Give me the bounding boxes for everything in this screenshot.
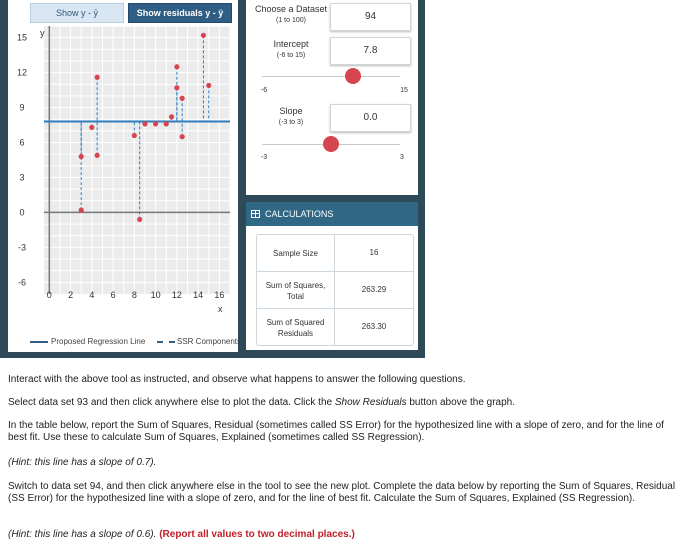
x-tick-label: 0 bbox=[46, 290, 52, 300]
y-tick-label: -6 bbox=[17, 277, 27, 288]
ss-total-label: Sum of Squares, Total bbox=[265, 281, 326, 301]
intercept-input[interactable]: 7.8 bbox=[330, 37, 411, 65]
data-point bbox=[79, 154, 84, 159]
y-axis-label: y bbox=[40, 28, 45, 38]
instruction-4: Switch to data set 94, and then click anywhere else in the tool to see the new plot. Complete the data below by reporting the Sum of Squares, Residual (SS Error) for the hypothesized line with a slope of zero, and for the line of best fit. Calculate the Sum of Squares, Explained (SS Regression). bbox=[8, 481, 676, 504]
data-point bbox=[180, 96, 185, 101]
calculations-title: CALCULATIONS bbox=[265, 209, 334, 219]
intercept-max-label: 15 bbox=[400, 87, 408, 94]
x-tick-label: 12 bbox=[171, 290, 182, 300]
data-point bbox=[153, 121, 158, 126]
instruction-3: In the table below, report the Sum of Squares, Residual (sometimes called SS Error) for the hypothesized line with a slope of zero, and for the line of best fit. Use these to calculate Sum of Squares, Explained (sometimes called SS Regression). bbox=[8, 420, 664, 443]
data-point bbox=[79, 208, 84, 213]
intercept-min-label: -6 bbox=[260, 87, 268, 94]
y-tick-label: 9 bbox=[19, 102, 25, 113]
data-point bbox=[137, 217, 142, 222]
instruction-1: Interact with the above tool as instructed, and observe what happens to answer the following questions. bbox=[8, 374, 466, 385]
y-tick-label: 3 bbox=[19, 172, 25, 183]
hint-1: (Hint: this line has a slope of 0.7). bbox=[8, 457, 157, 468]
data-point bbox=[201, 33, 206, 38]
y-tick-label: 6 bbox=[19, 137, 25, 148]
instruction-2: Select data set 93 and then click anywhere else to plot the data. Click the Show Residuals button above the graph. bbox=[8, 397, 516, 408]
x-tick-label: 8 bbox=[131, 290, 137, 300]
dataset-label: Choose a Dataset (1 to 100) bbox=[254, 4, 328, 24]
calculations-table bbox=[256, 234, 414, 346]
legend-dash-swatch bbox=[157, 341, 175, 343]
data-point bbox=[164, 121, 169, 126]
chart-legend bbox=[16, 332, 246, 352]
intercept-label: Intercept (-6 to 15) bbox=[273, 39, 309, 59]
legend-line-swatch bbox=[30, 341, 48, 343]
slope-min-label: -3 bbox=[260, 154, 268, 161]
intercept-slider-track[interactable] bbox=[262, 76, 400, 77]
legend-ssr-label: SSR Components bbox=[177, 337, 242, 346]
slope-slider-thumb[interactable] bbox=[323, 136, 339, 152]
slope-input[interactable]: 0.0 bbox=[330, 104, 411, 132]
data-point bbox=[174, 85, 179, 90]
show-residuals-button[interactable]: Show residuals y - ŷ bbox=[128, 3, 232, 23]
data-point bbox=[180, 134, 185, 139]
data-point bbox=[169, 114, 174, 119]
data-point bbox=[132, 133, 137, 138]
x-tick-label: 2 bbox=[68, 290, 74, 300]
intercept-slider-thumb[interactable] bbox=[345, 68, 361, 84]
data-point bbox=[95, 75, 100, 80]
x-tick-label: 16 bbox=[214, 290, 225, 300]
data-point bbox=[89, 125, 94, 130]
hint-2: (Hint: this line has a slope of 0.6). (Report all values to two decimal places.) bbox=[8, 529, 355, 540]
y-tick-label: 0 bbox=[19, 207, 25, 218]
legend-regression-label: Proposed Regression Line bbox=[51, 337, 146, 346]
plot-area bbox=[44, 26, 230, 294]
y-tick-label: -3 bbox=[17, 242, 27, 253]
data-point bbox=[174, 64, 179, 69]
y-tick-label: 15 bbox=[16, 32, 28, 43]
y-tick-label: 12 bbox=[16, 67, 28, 78]
data-point bbox=[95, 153, 100, 158]
data-point bbox=[206, 83, 211, 88]
x-tick-label: 14 bbox=[193, 290, 204, 300]
regression-tool bbox=[0, 0, 425, 358]
x-axis-label: x bbox=[218, 304, 223, 314]
data-point bbox=[142, 121, 147, 126]
dataset-input[interactable]: 94 bbox=[330, 3, 411, 31]
table-icon bbox=[251, 210, 260, 218]
ss-total-value: 263.29 bbox=[361, 285, 387, 294]
x-tick-label: 10 bbox=[150, 290, 161, 300]
scatter-plot[interactable] bbox=[8, 0, 238, 352]
slope-label: Slope (-3 to 3) bbox=[278, 106, 304, 126]
slope-max-label: 3 bbox=[400, 154, 404, 161]
sample-size-label: Sample Size bbox=[273, 249, 318, 258]
calculations-header[interactable] bbox=[246, 202, 418, 226]
ss-residuals-value: 263.30 bbox=[361, 322, 387, 331]
ss-residuals-label: Sum of Squared Residuals bbox=[266, 318, 325, 338]
control-panel bbox=[246, 0, 418, 195]
x-tick-label: 4 bbox=[89, 290, 95, 300]
chart-panel bbox=[8, 0, 242, 352]
sample-size-value: 16 bbox=[369, 248, 379, 257]
x-tick-label: 6 bbox=[110, 290, 116, 300]
calculations-panel bbox=[246, 226, 418, 350]
show-y-bar-button[interactable]: Show y - ȳ bbox=[30, 3, 124, 23]
